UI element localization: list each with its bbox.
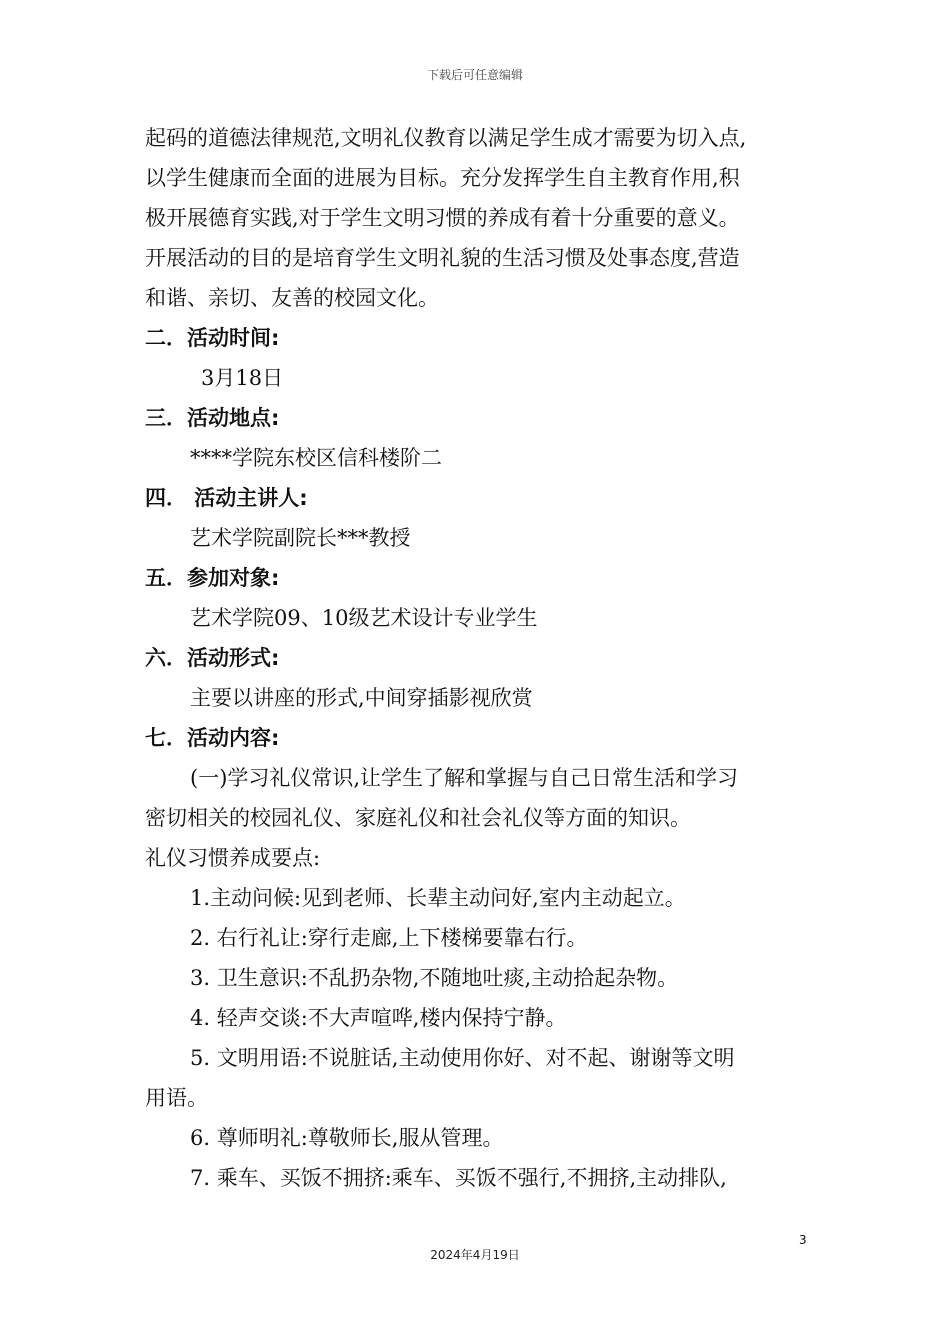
page-header: 下载后可任意编辑 (426, 68, 523, 82)
etiquette-subheading: 礼仪习惯养成要点: (145, 846, 321, 870)
section-heading-time: 二．活动时间: (145, 326, 280, 350)
list-item-continuation: 用语。 (145, 1086, 208, 1110)
content-paragraph: (一)学习礼仪常识,让学生了解和掌握与自己日常生活和学习 (190, 766, 739, 790)
section-heading-location: 三．活动地点: (145, 406, 280, 430)
intro-line: 起码的道德法律规范,文明礼仪教育以满足学生成才需要为切入点, (145, 126, 747, 150)
section-heading-speaker: 四． 活动主讲人: (145, 486, 308, 510)
intro-line: 极开展德育实践,对于学生文明习惯的养成有着十分重要的意义。 (145, 206, 740, 230)
page-footer-date: 2024年4月19日 (430, 1248, 520, 1262)
page-number: 3 (799, 1233, 807, 1247)
intro-line: 和谐、亲切、友善的校园文化。 (145, 286, 439, 310)
section-heading-format: 六．活动形式: (145, 646, 280, 670)
activity-participants: 艺术学院09、10级艺术设计专业学生 (190, 606, 538, 630)
list-item: 4. 轻声交谈:不大声喧哗,楼内保持宁静。 (190, 1006, 567, 1030)
document-body (145, 118, 810, 1198)
activity-location: ****学院东校区信科楼阶二 (190, 446, 442, 470)
list-item: 7. 乘车、买饭不拥挤:乘车、买饭不强行,不拥挤,主动排队, (190, 1166, 727, 1190)
activity-speaker: 艺术学院副院长***教授 (190, 526, 411, 550)
activity-time: 3月18日 (201, 366, 284, 390)
list-item: 2. 右行礼让:穿行走廊,上下楼梯要靠右行。 (190, 926, 588, 950)
intro-line: 开展活动的目的是培育学生文明礼貌的生活习惯及处事态度,营造 (145, 246, 740, 270)
list-item: 5. 文明用语:不说脏话,主动使用你好、对不起、谢谢等文明 (190, 1046, 735, 1070)
list-item: 6. 尊师明礼:尊敬师长,服从管理。 (190, 1126, 504, 1150)
list-item: 1.主动问候:见到老师、长辈主动问好,室内主动起立。 (190, 886, 686, 910)
activity-format: 主要以讲座的形式,中间穿插影视欣赏 (190, 686, 533, 710)
content-paragraph: 密切相关的校园礼仪、家庭礼仪和社会礼仪等方面的知识。 (145, 806, 691, 830)
list-item: 3. 卫生意识:不乱扔杂物,不随地吐痰,主动拾起杂物。 (190, 966, 679, 990)
section-heading-participants: 五．参加对象: (145, 566, 280, 590)
section-heading-content: 七．活动内容: (145, 726, 280, 750)
intro-line: 以学生健康而全面的进展为目标。充分发挥学生自主教育作用,积 (145, 166, 740, 190)
